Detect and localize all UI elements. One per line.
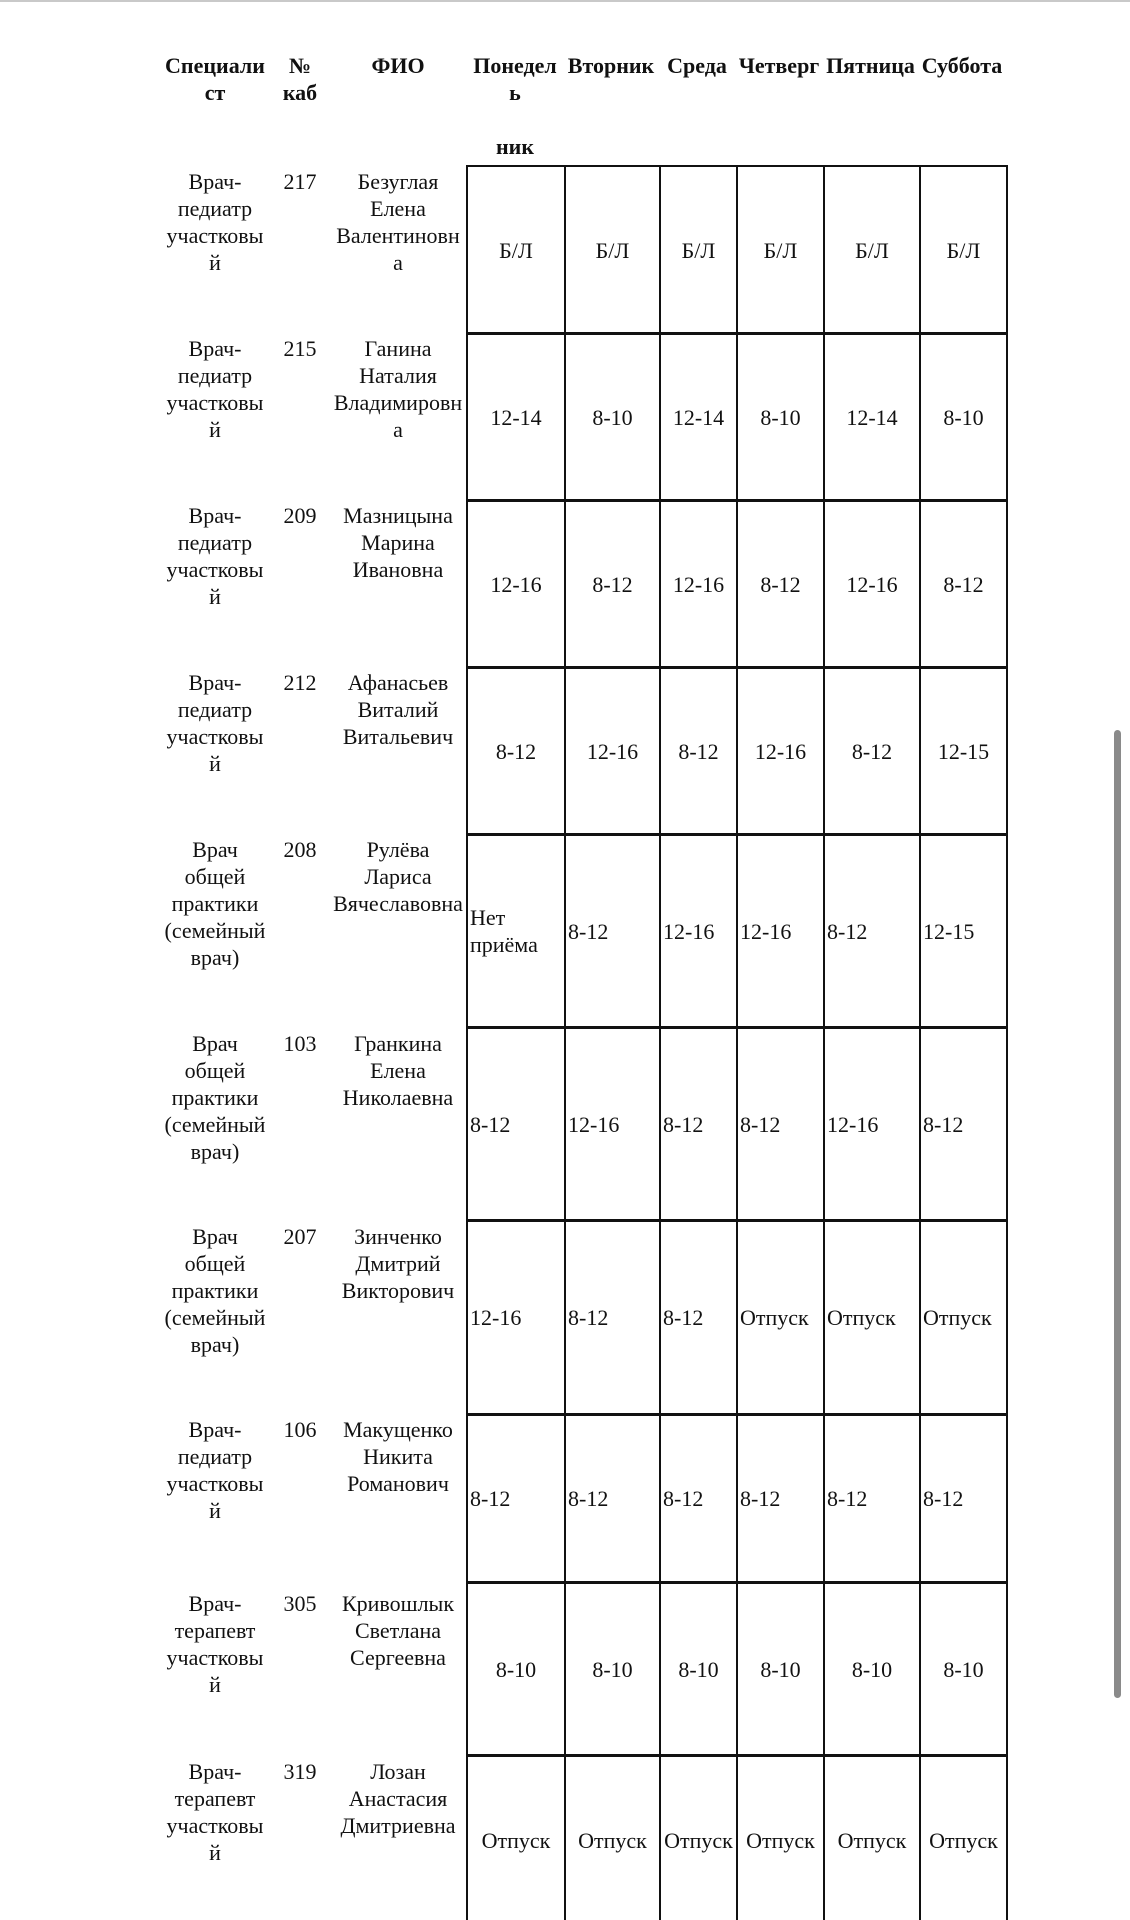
schedule-value: 8-12 <box>495 738 537 764</box>
schedule-value: Б/Л <box>595 237 630 263</box>
vertical-scrollbar[interactable] <box>1114 730 1121 1698</box>
schedule-value: 8-12 <box>760 571 801 597</box>
schedule-value: 12-16 <box>827 1111 879 1137</box>
schedule-cell <box>823 165 921 335</box>
cabinet-cell: 305 <box>283 1591 317 1616</box>
cabinet-cell: 207 <box>283 1224 317 1249</box>
cabinet-cell: 106 <box>283 1417 317 1442</box>
schedule-value: 8-12 <box>470 1111 511 1137</box>
cabinet-cell: 319 <box>283 1759 317 1784</box>
header-day-saturday: Суббота <box>921 53 1003 78</box>
fio-cell: Кривошлык Светлана Сергеевна <box>341 1591 455 1670</box>
schedule-cell <box>919 165 1008 335</box>
schedule-value: 8-10 <box>851 1656 893 1682</box>
header-specialist: Специали ст <box>165 53 265 105</box>
schedule-cell <box>659 332 738 502</box>
schedule-value: Б/Л <box>763 237 798 263</box>
schedule-cell <box>736 1026 825 1222</box>
schedule-cell <box>736 165 825 335</box>
schedule-cell <box>919 1219 1008 1416</box>
schedule-cell <box>919 666 1008 836</box>
schedule-cell <box>736 1754 825 1920</box>
schedule-cell <box>736 833 825 1029</box>
schedule-value: Отпуск <box>923 1305 992 1330</box>
schedule-cell <box>466 499 566 669</box>
schedule-cell <box>919 1581 1008 1757</box>
header-day-thursday: Четверг <box>738 53 820 78</box>
schedule-cell <box>919 833 1008 1029</box>
schedule-value: 8-12 <box>470 1486 511 1511</box>
schedule-value: 8-12 <box>923 1486 964 1511</box>
schedule-cell <box>823 833 921 1029</box>
schedule-cell <box>466 332 566 502</box>
schedule-value: 12-16 <box>663 918 715 944</box>
schedule-cell <box>564 1026 661 1222</box>
schedule-cell <box>564 666 661 836</box>
schedule-value: Отпуск <box>578 1827 647 1853</box>
schedule-value: 8-12 <box>678 738 719 764</box>
schedule-value: 12-15 <box>923 918 975 944</box>
cabinet-cell: 209 <box>283 503 317 528</box>
specialist-cell: Врач- педиатр участковы й <box>166 1417 264 1523</box>
schedule-cell <box>823 666 921 836</box>
fio-cell: Лозан Анастасия Дмитриевна <box>340 1759 456 1838</box>
specialist-cell: Врач общей практики (семейный врач) <box>164 1224 266 1357</box>
schedule-cell <box>659 165 738 335</box>
fio-cell: Безуглая Елена Валентиновн а <box>336 169 460 275</box>
schedule-value: 8-12 <box>943 571 984 597</box>
schedule-cell <box>466 666 566 836</box>
schedule-cell <box>659 499 738 669</box>
specialist-cell: Врач- педиатр участковы й <box>166 169 264 275</box>
schedule-value: 12-16 <box>490 571 542 597</box>
schedule-value: Отпуск <box>664 1827 733 1853</box>
schedule-cell <box>736 1581 825 1757</box>
schedule-cell <box>564 1219 661 1416</box>
schedule-cell <box>823 1219 921 1416</box>
top-divider <box>0 0 1130 2</box>
schedule-cell <box>823 1754 921 1920</box>
schedule-cell <box>659 666 738 836</box>
schedule-value: Б/Л <box>855 237 889 263</box>
schedule-value: 8-10 <box>943 404 984 430</box>
schedule-cell <box>823 1026 921 1222</box>
schedule-cell <box>659 1219 738 1416</box>
schedule-cell <box>919 332 1008 502</box>
header-fio: ФИО <box>371 53 425 78</box>
schedule-value: 8-10 <box>943 1656 984 1682</box>
schedule-value: 8-10 <box>760 1656 801 1682</box>
schedule-value: 12-16 <box>568 1111 620 1137</box>
schedule-value: 8-10 <box>678 1656 719 1682</box>
specialist-cell: Врач общей практики (семейный врач) <box>164 1031 266 1164</box>
schedule-value: Б/Л <box>681 237 716 263</box>
fio-cell: Мазницына Марина Ивановна <box>343 503 453 582</box>
schedule-cell <box>736 499 825 669</box>
schedule-value: 12-16 <box>740 918 792 944</box>
schedule-value: 8-12 <box>923 1111 964 1137</box>
schedule-cell <box>919 1754 1008 1920</box>
specialist-cell: Врач- педиатр участковы й <box>166 503 264 609</box>
schedule-value: 12-15 <box>937 738 990 764</box>
schedule-value: 8-12 <box>663 1111 704 1137</box>
specialist-cell: Врач- терапевт участковы й <box>166 1591 264 1697</box>
schedule-value: 8-10 <box>592 1656 633 1682</box>
schedule-cell <box>736 666 825 836</box>
fio-cell: Макущенко Никита Романович <box>343 1417 453 1496</box>
schedule-value: 8-12 <box>568 1486 609 1511</box>
schedule-cell <box>823 1581 921 1757</box>
schedule-value: Отпуск <box>740 1305 809 1330</box>
schedule-value: 12-14 <box>672 404 725 430</box>
specialist-cell: Врач- педиатр участковы й <box>166 336 264 442</box>
schedule-cell <box>564 1413 661 1584</box>
schedule-value: 8-12 <box>663 1305 704 1330</box>
cabinet-cell: 215 <box>283 336 317 361</box>
fio-cell: Гранкина Елена Николаевна <box>342 1031 454 1110</box>
schedule-value: Б/Л <box>946 237 981 263</box>
fio-cell: Афанасьев Виталий Витальевич <box>342 670 454 749</box>
schedule-value: 8-12 <box>851 738 893 764</box>
schedule-cell <box>466 165 566 335</box>
schedule-cell <box>659 1026 738 1222</box>
header-day-tuesday: Вторник <box>567 53 655 78</box>
schedule-cell <box>564 165 661 335</box>
schedule-cell <box>466 1754 566 1920</box>
schedule-cell <box>919 1413 1008 1584</box>
header-cabinet: № каб <box>282 53 318 105</box>
schedule-value: 12-16 <box>470 1305 522 1330</box>
schedule-value: Нет приёма <box>470 905 538 957</box>
schedule-value: 12-16 <box>846 571 898 597</box>
schedule-cell <box>736 332 825 502</box>
header-day-monday: Понедел ь ник <box>473 53 557 159</box>
schedule-value: 8-10 <box>592 404 633 430</box>
schedule-value: 8-12 <box>740 1111 781 1137</box>
header-day-wednesday: Среда <box>667 53 727 78</box>
specialist-cell: Врач общей практики (семейный врач) <box>164 837 266 970</box>
schedule-value: Б/Л <box>499 237 533 263</box>
schedule-value: 12-16 <box>586 738 639 764</box>
schedule-value: Отпуск <box>837 1827 907 1853</box>
schedule-value: 8-12 <box>827 918 868 944</box>
schedule-cell <box>823 332 921 502</box>
schedule-cell <box>564 499 661 669</box>
schedule-cell <box>466 1581 566 1757</box>
schedule-value: 8-12 <box>568 918 609 944</box>
schedule-value: Отпуск <box>929 1827 998 1853</box>
schedule-cell <box>564 1581 661 1757</box>
schedule-value: Отпуск <box>746 1827 815 1853</box>
schedule-value: 12-16 <box>754 738 807 764</box>
header-day-friday: Пятница <box>826 53 915 78</box>
schedule-cell <box>659 1581 738 1757</box>
schedule-value: Отпуск <box>827 1305 896 1330</box>
fio-cell: Рулёва Лариса Вячеславовна <box>333 837 463 916</box>
schedule-cell <box>659 1413 738 1584</box>
schedule-value: Отпуск <box>481 1827 551 1853</box>
schedule-cell <box>736 1413 825 1584</box>
schedule-cell <box>564 332 661 502</box>
schedule-cell <box>466 1219 566 1416</box>
cabinet-cell: 212 <box>283 670 317 695</box>
schedule-value: 12-14 <box>490 404 542 430</box>
schedule-cell <box>564 833 661 1029</box>
schedule-value: 8-10 <box>760 404 801 430</box>
schedule-cell <box>659 833 738 1029</box>
schedule-value: 8-10 <box>495 1656 537 1682</box>
specialist-cell: Врач- терапевт участковы й <box>166 1759 264 1865</box>
cabinet-cell: 208 <box>283 837 317 862</box>
schedule-value: 12-16 <box>672 571 725 597</box>
schedule-cell <box>466 1413 566 1584</box>
schedule-value: 8-12 <box>592 571 633 597</box>
schedule-value: 8-12 <box>663 1486 704 1511</box>
cabinet-cell: 217 <box>283 169 317 194</box>
schedule-value: 12-14 <box>846 404 898 430</box>
schedule-value: 8-12 <box>740 1486 781 1511</box>
schedule-cell <box>564 1754 661 1920</box>
cabinet-cell: 103 <box>283 1031 317 1056</box>
schedule-cell <box>919 499 1008 669</box>
fio-cell: Ганина Наталия Владимировн а <box>333 336 463 442</box>
schedule-cell <box>466 833 566 1029</box>
schedule-cell <box>736 1219 825 1416</box>
fio-cell: Зинченко Дмитрий Викторович <box>341 1224 455 1303</box>
schedule-cell <box>919 1026 1008 1222</box>
schedule-cell <box>823 499 921 669</box>
schedule-cell <box>466 1026 566 1222</box>
schedule-value: 8-12 <box>827 1486 868 1511</box>
schedule-cell <box>659 1754 738 1920</box>
schedule-value: 8-12 <box>568 1305 609 1330</box>
schedule-cell <box>823 1413 921 1584</box>
specialist-cell: Врач- педиатр участковы й <box>166 670 264 776</box>
